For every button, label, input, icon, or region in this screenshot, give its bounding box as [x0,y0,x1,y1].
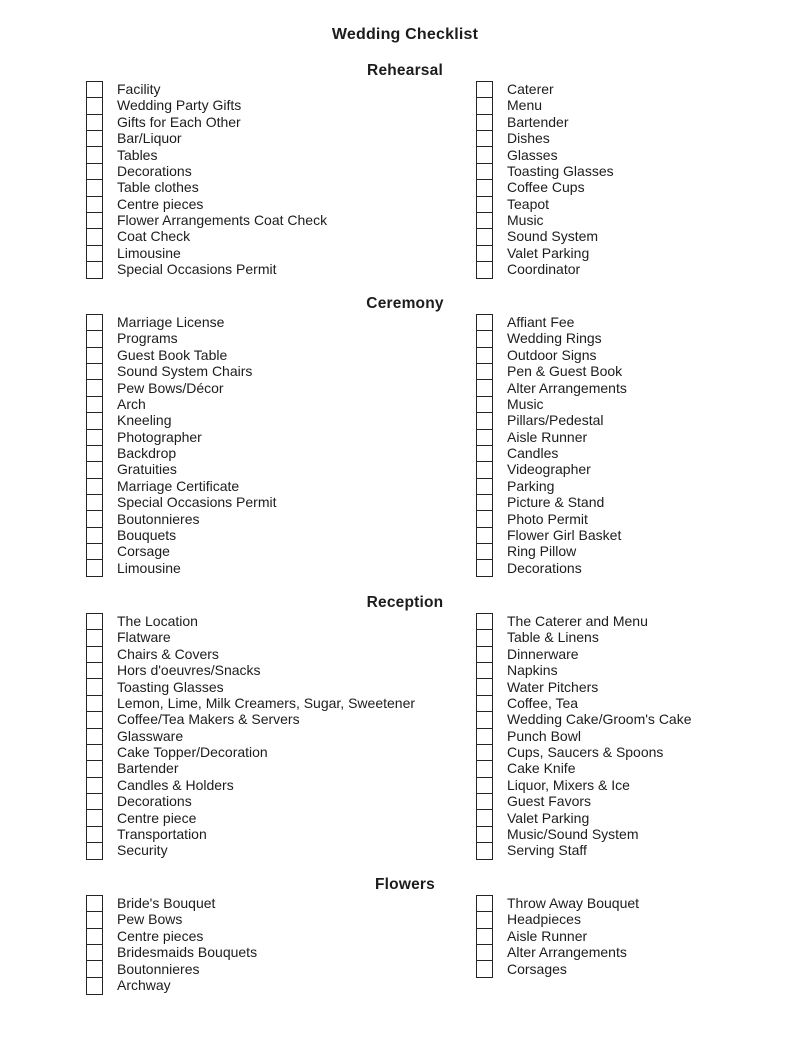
checklist-item-label: Punch Bowl [507,727,581,744]
checklist-column-right [476,81,614,278]
section-heading: Reception [366,594,444,611]
checklist-column-right [476,613,692,859]
checklist-item-label: Flatware [117,629,171,646]
checklist-item-label: Marriage Certificate [117,477,240,494]
checklist-column-right [476,895,639,993]
label-list [117,613,415,859]
page-title: Wedding Checklist [331,26,479,43]
section-columns [0,613,810,859]
checklist-item-label: Programs [117,330,178,347]
checkbox-strip [86,613,103,858]
checkbox[interactable] [476,379,493,397]
checklist-item-label: Sound System Chairs [117,363,253,380]
checklist-item-label: Outdoor Signs [507,346,597,363]
checkbox[interactable] [86,228,103,246]
section-flowers [0,875,810,993]
checklist-item-label: Picture & Stand [507,494,605,511]
checklist-item-label: Liquor, Mixers & Ice [507,776,630,793]
checklist-item-label: Glassware [117,727,184,744]
checkbox[interactable] [86,928,103,946]
checkbox[interactable] [86,379,103,397]
checkbox[interactable] [86,977,103,995]
checklist-item-label: Ring Pillow [507,543,577,560]
checklist-item-label: Bride's Bouquet [117,895,216,911]
checkbox[interactable] [86,728,103,746]
checkbox[interactable] [476,146,493,164]
checklist-item-label: Cups, Saucers & Spoons [507,744,664,760]
checkbox-strip [86,895,103,993]
checkbox[interactable] [476,478,493,496]
checklist-item-label: Music/Sound System [507,825,639,842]
checkbox[interactable] [86,146,103,164]
checklist-item-label: Guest Favors [507,793,592,810]
checklist-item-label: The Location [117,613,198,629]
checkbox[interactable] [86,130,103,148]
checkbox[interactable] [86,196,103,214]
checkbox[interactable] [476,261,493,279]
checkbox[interactable] [86,760,103,778]
checkbox[interactable] [86,314,103,332]
checklist-item-label: Menu [507,97,543,114]
checklist-item-label: Coordinator [507,261,581,278]
checkbox[interactable] [86,347,103,365]
checklist-item-label: Music [507,212,544,228]
checklist-item-label: Pew Bows [117,911,183,928]
checklist-item-label: Serving Staff [507,842,587,859]
checklist-item-label: Affiant Fee [507,314,575,330]
checklist-item-label: Headpieces [507,911,581,928]
checkbox[interactable] [86,396,103,414]
checklist-item-label: Arch [117,395,146,412]
checkbox[interactable] [476,510,493,528]
checklist-item-label: Toasting Glasses [507,162,614,179]
checkbox[interactable] [476,928,493,946]
checklist-item-label: Glasses [507,146,558,163]
section-ceremony [0,294,810,576]
checkbox[interactable] [476,842,493,860]
checkbox[interactable] [86,559,103,577]
checkbox[interactable] [476,179,493,197]
checkbox[interactable] [86,478,103,496]
checkbox[interactable] [86,695,103,713]
checklist-item-label: Cake Knife [507,760,576,777]
checkbox[interactable] [86,445,103,463]
checkbox[interactable] [86,261,103,279]
section-heading: Rehearsal [367,62,443,79]
checkbox[interactable] [86,809,103,827]
checklist-item-label: Dinnerware [507,645,579,662]
checkbox[interactable] [86,826,103,844]
checklist-item-label: Photo Permit [507,510,588,527]
checkbox[interactable] [476,114,493,132]
checkbox[interactable] [86,363,103,381]
checkbox[interactable] [86,114,103,132]
checkbox[interactable] [476,559,493,577]
checklist-item-label: Hors d'oeuvres/Snacks [117,662,261,679]
checkbox[interactable] [86,81,103,99]
checkbox[interactable] [86,646,103,664]
checklist-item-label: Toasting Glasses [117,678,224,695]
checkbox[interactable] [476,163,493,181]
checklist-item-label: Bar/Liquor [117,130,182,147]
checklist-item-label: Valet Parking [507,244,590,261]
label-list [117,314,277,576]
checkbox[interactable] [476,911,493,929]
checkbox[interactable] [86,711,103,729]
checklist-item-label: Boutonnieres [117,960,200,977]
checkbox[interactable] [476,314,493,332]
checkbox-strip [476,613,493,858]
checklist-item-label: Table clothes [117,179,199,196]
label-list [507,314,627,576]
checkbox[interactable] [476,646,493,664]
checklist-item-label: Corsage [117,543,170,560]
checkbox[interactable] [86,543,103,561]
checkbox[interactable] [476,494,493,512]
checklist-item-label: Flower Arrangements Coat Check [117,212,328,228]
checklist-item-label: Aisle Runner [507,428,588,445]
checklist-column-right [476,314,627,576]
checklist-item-label: The Caterer and Menu [507,613,648,629]
checklist-item-label: Special Occasions Permit [117,494,277,511]
checklist-item-label: Wedding Rings [507,330,602,347]
label-list [507,895,639,977]
section-columns [0,314,810,576]
checkbox[interactable] [86,494,103,512]
checklist-item-label: Cake Topper/Decoration [117,744,268,760]
checkbox[interactable] [476,347,493,365]
checkbox[interactable] [476,826,493,844]
checklist-item-label: Boutonnieres [117,510,200,527]
checklist-item-label: Alter Arrangements [507,944,627,961]
checklist-item-label: Chairs & Covers [117,645,219,662]
checklist-item-label: Videographer [507,461,591,478]
checkbox[interactable] [476,81,493,99]
checklist-item-label: Lemon, Lime, Milk Creamers, Sugar, Sweetener [117,694,416,711]
label-list [507,81,614,278]
checkbox[interactable] [476,711,493,729]
checkbox[interactable] [86,163,103,181]
label-list [117,895,257,993]
checkbox[interactable] [476,777,493,795]
checkbox[interactable] [476,461,493,479]
checklist-item-label: Coffee Cups [507,179,585,196]
checklist-item-label: Wedding Party Gifts [117,97,242,114]
checkbox[interactable] [476,228,493,246]
checkbox[interactable] [86,412,103,430]
checklist-item-label: Pillars/Pedestal [507,412,604,429]
checkbox-strip [476,81,493,277]
checklist-item-label: Bridesmaids Bouquets [117,944,258,961]
checkbox[interactable] [86,429,103,447]
checklist-column-left [86,895,476,993]
checklist-item-label: Limousine [117,244,181,261]
checkbox[interactable] [476,196,493,214]
checklist-item-label: Napkins [507,662,558,679]
checklist-item-label: Candles [507,445,559,461]
checkbox[interactable] [86,895,103,913]
checklist-item-label: Bartender [507,113,569,130]
checklist-item-label: Teapot [507,195,550,212]
checklist-item-label: Decorations [507,559,582,576]
checklist-item-label: Music [507,395,544,412]
checklist-item-label: Bartender [117,760,179,777]
checklist-item-label: Throw Away Bouquet [507,895,640,911]
checkbox[interactable] [476,445,493,463]
checkbox[interactable] [86,842,103,860]
checkbox[interactable] [476,130,493,148]
section-heading: Ceremony [366,295,444,312]
checklist-item-label: Sound System [507,228,599,245]
checkbox[interactable] [476,728,493,746]
label-list [117,81,327,278]
checklist-item-label: Coffee, Tea [507,694,579,711]
checkbox[interactable] [476,527,493,545]
checkbox[interactable] [86,613,103,631]
checkbox[interactable] [86,179,103,197]
checklist-item-label: Wedding Cake/Groom's Cake [507,711,692,728]
checkbox-strip [476,895,493,977]
checkbox[interactable] [476,363,493,381]
checklist-item-label: Parking [507,477,555,494]
checkbox[interactable] [476,543,493,561]
checkbox[interactable] [86,777,103,795]
checklist-item-label: Pen & Guest Book [507,363,623,380]
checklist-item-label: Decorations [117,793,192,810]
checklist-item-label: Valet Parking [507,809,590,826]
checkbox[interactable] [476,944,493,962]
checklist-item-label: Photographer [117,428,202,445]
checklist-item-label: Water Pitchers [507,678,599,695]
checklist-item-label: Marriage License [117,314,225,330]
checkbox[interactable] [476,744,493,762]
checkbox[interactable] [476,960,493,978]
checkbox[interactable] [476,97,493,115]
checklist-item-label: Pew Bows/Décor [117,379,224,396]
checklist-item-label: Backdrop [117,445,177,461]
checkbox[interactable] [86,629,103,647]
checklist-item-label: Gratuities [117,461,177,478]
checkbox-strip [86,81,103,277]
section-reception [0,593,810,859]
checkbox[interactable] [476,245,493,263]
checkbox[interactable] [476,895,493,913]
checkbox[interactable] [86,212,103,230]
checkbox[interactable] [476,629,493,647]
checklist-item-label: Security [117,842,168,859]
checkbox[interactable] [86,911,103,929]
checkbox[interactable] [86,97,103,115]
checklist-item-label: Aisle Runner [507,927,588,944]
checkbox[interactable] [476,760,493,778]
checkbox[interactable] [86,678,103,696]
checkbox[interactable] [86,793,103,811]
checkbox[interactable] [86,944,103,962]
checkbox-strip [86,314,103,576]
section-rehearsal [0,61,810,278]
checkbox[interactable] [86,744,103,762]
checklist-item-label: Centre piece [117,809,197,826]
checklist-item-label: Tables [117,146,158,163]
checkbox[interactable] [86,960,103,978]
checklist-item-label: Corsages [507,960,567,977]
checklist-item-label: Guest Book Table [117,346,228,363]
checklist-item-label: Facility [117,81,161,97]
checklist-item-label: Flower Girl Basket [507,526,622,543]
checklist-item-label: Candles & Holders [117,776,234,793]
checkbox[interactable] [476,793,493,811]
checkbox[interactable] [476,429,493,447]
checkbox[interactable] [476,678,493,696]
checkbox[interactable] [86,330,103,348]
checkbox[interactable] [476,412,493,430]
checklist-item-label: Kneeling [117,412,172,429]
section-columns [0,895,810,993]
checklist-column-left [86,314,476,576]
checklist-item-label: Table & Linens [507,629,599,646]
checkbox[interactable] [86,662,103,680]
checkbox-strip [476,314,493,576]
checklist-item-label: Limousine [117,559,181,576]
checkbox[interactable] [86,510,103,528]
checklist-item-label: Dishes [507,130,550,147]
checklist-item-label: Coat Check [117,228,191,245]
checklist-item-label: Alter Arrangements [507,379,627,396]
checklist-item-label: Gifts for Each Other [117,113,241,130]
checklist-item-label: Caterer [507,81,554,97]
checklist-column-left [86,81,476,278]
checkbox[interactable] [476,613,493,631]
checkbox[interactable] [476,396,493,414]
checkbox[interactable] [476,662,493,680]
checklist-item-label: Bouquets [117,526,177,543]
checklist-item-label: Transportation [117,825,207,842]
checklist-item-label: Centre pieces [117,195,204,212]
checklist-item-label: Coffee/Tea Makers & Servers [117,711,300,728]
section-columns [0,81,810,278]
checklist-item-label: Centre pieces [117,927,204,944]
checkbox[interactable] [86,527,103,545]
checklist-item-label: Special Occasions Permit [117,261,277,278]
checkbox[interactable] [476,330,493,348]
checkbox[interactable] [476,695,493,713]
checkbox[interactable] [476,809,493,827]
checkbox[interactable] [86,245,103,263]
checklist-item-label: Archway [117,976,171,993]
checklist-item-label: Decorations [117,162,192,179]
checkbox[interactable] [86,461,103,479]
checkbox[interactable] [476,212,493,230]
checklist-column-left [86,613,476,859]
label-list [507,613,692,859]
section-heading: Flowers [375,876,435,893]
